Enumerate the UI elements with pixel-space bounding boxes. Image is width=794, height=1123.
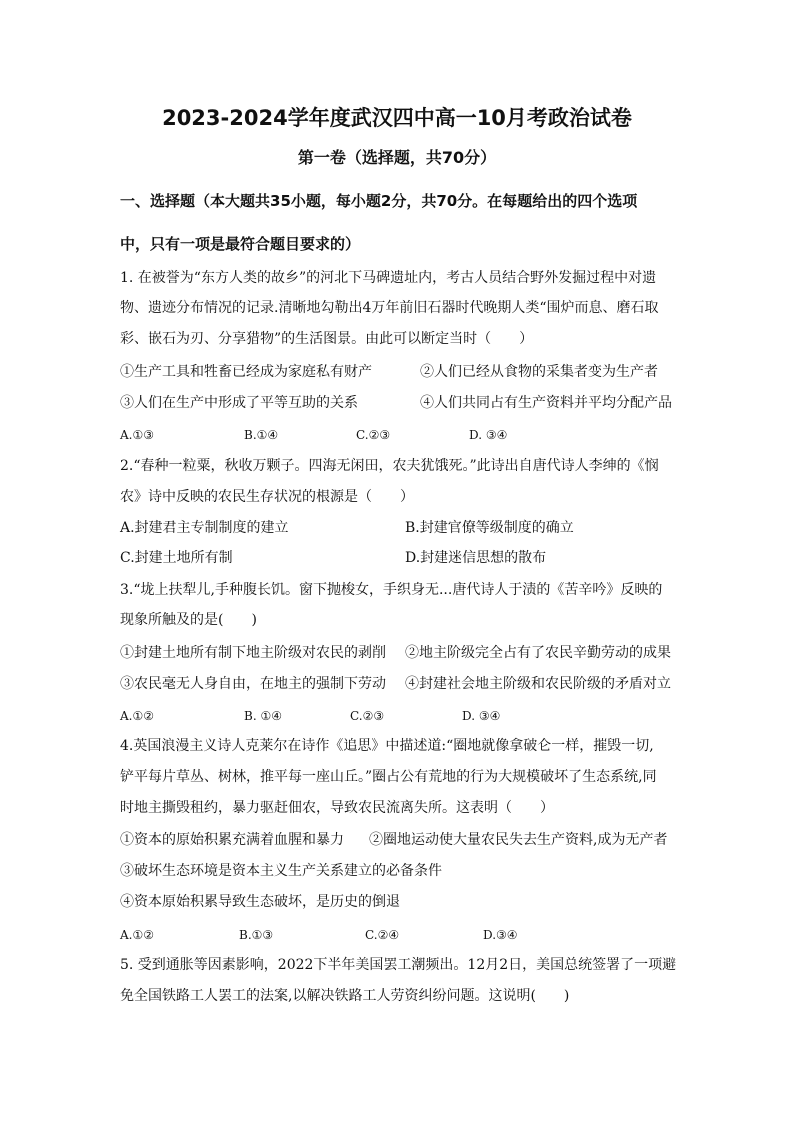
q1-answer-c: C.②③: [356, 428, 391, 442]
q2-stem-line-2: 农》诗中反映的农民生存状况的根源是（ ）: [120, 489, 414, 505]
q4-statement-2: ②圈地运动使大量农民失去生产资料,成为无产者: [369, 832, 668, 848]
q3-answer-c: C.②③: [350, 709, 385, 723]
q1-answer-d: D. ③④: [469, 428, 508, 442]
q4-statement-1: ①资本的原始积累充满着血腥和暴力: [120, 832, 344, 848]
q1-stem-line-1: 1. 在被誉为“东方人类的故乡”的河北下马碑遗址内，考古人员结合野外发掘过程中对遗: [120, 270, 657, 286]
q4-stem-line-1: 4.英国浪漫主义诗人克莱尔在诗作《追思》中描述道:“圈地就像拿破仑一样，摧毁一切,: [120, 738, 654, 754]
q3-statement-2: ②地主阶级完全占有了农民辛勤劳动的成果: [405, 645, 671, 661]
q3-answer-d: D. ③④: [462, 709, 501, 723]
q4-stem-line-2: 铲平每片草丛、树林，推平每一座山丘。”圈占公有荒地的行为大规模破坏了生态系统,同: [120, 769, 657, 785]
q4-answer-c: C.②④: [365, 928, 400, 942]
q1-stem-line-3: 彩、嵌石为刃、分享猎物”的生活图景。由此可以断定当时（ ）: [120, 331, 534, 347]
q3-stem-line-2: 现象所触及的是( ): [120, 612, 257, 628]
q3-statement-4: ④封建社会地主阶级和农民阶级的矛盾对立: [405, 676, 671, 692]
q4-statement-3: ③破坏生态环境是资本主义生产关系建立的必备条件: [120, 863, 442, 879]
q4-answer-b: B.①③: [239, 928, 274, 942]
exam-title: 2023-2024学年度武汉四中高一10月考政治试卷: [162, 106, 632, 130]
q2-option-d: D.封建迷信思想的散布: [405, 550, 547, 566]
q1-stem-line-2: 物、遗迹分布情况的记录.清晰地勾勒出4万年前旧石器时代晚期人类“围炉而息、磨石取: [120, 300, 659, 316]
q4-answer-d: D.③④: [483, 928, 518, 942]
q3-answer-a: A.①②: [120, 709, 154, 723]
q1-answer-a: A.①③: [120, 428, 154, 442]
q4-statement-4: ④资本原始积累导致生态破坏，是历史的倒退: [120, 894, 400, 910]
q5-stem-line-1: 5. 受到通胀等因素影响，2022下半年美国罢工潮频出。12月2日，美国总统签署了一项避: [120, 957, 677, 973]
q1-statement-4: ④人们共同占有生产资料并平均分配产品: [420, 395, 672, 411]
q1-statement-3: ③人们在生产中形成了平等互助的关系: [120, 395, 358, 411]
q1-statement-1: ①生产工具和牲畜已经成为家庭私有财产: [120, 364, 372, 380]
q3-statement-1: ①封建土地所有制下地主阶级对农民的剥削: [120, 645, 386, 661]
q3-answer-b: B. ①④: [244, 709, 282, 723]
q2-option-a: A.封建君主专制制度的建立: [120, 520, 289, 536]
q2-option-b: B.封建官僚等级制度的确立: [405, 520, 574, 536]
q1-statement-2: ②人们已经从食物的采集者变为生产者: [420, 364, 658, 380]
q4-answer-a: A.①②: [120, 928, 154, 942]
section-heading-line-1: 一、选择题（本大题共35小题，每小题2分，共70分。在每题给出的四个选项: [120, 192, 638, 210]
q2-option-c: C.封建土地所有制: [120, 550, 233, 566]
q3-statement-3: ③农民毫无人身自由，在地主的强制下劳动: [120, 676, 386, 692]
part-title: 第一卷（选择题，共70分）: [297, 148, 497, 167]
q4-stem-line-3: 时地主撕毁租约，暴力驱赶佃农，导致农民流离失所。这表明（ ）: [120, 800, 554, 816]
q1-answer-b: B.①④: [244, 428, 279, 442]
section-heading-line-2: 中，只有一项是最符合题目要求的）: [120, 235, 361, 253]
q3-stem-line-1: 3.“垅上扶犁儿,手种腹长饥。窗下抛梭女，手织身无...唐代诗人于渍的《苦辛吟》反映的: [120, 582, 663, 598]
q5-stem-line-2: 免全国铁路工人罢工的法案,以解决铁路工人劳资纠纷问题。这说明( ): [120, 988, 570, 1004]
q2-stem-line-1: 2.“春种一粒粟，秋收万颗子。四海无闲田，农夫犹饿死。”此诗出自唐代诗人李绅的《悯: [120, 458, 659, 474]
